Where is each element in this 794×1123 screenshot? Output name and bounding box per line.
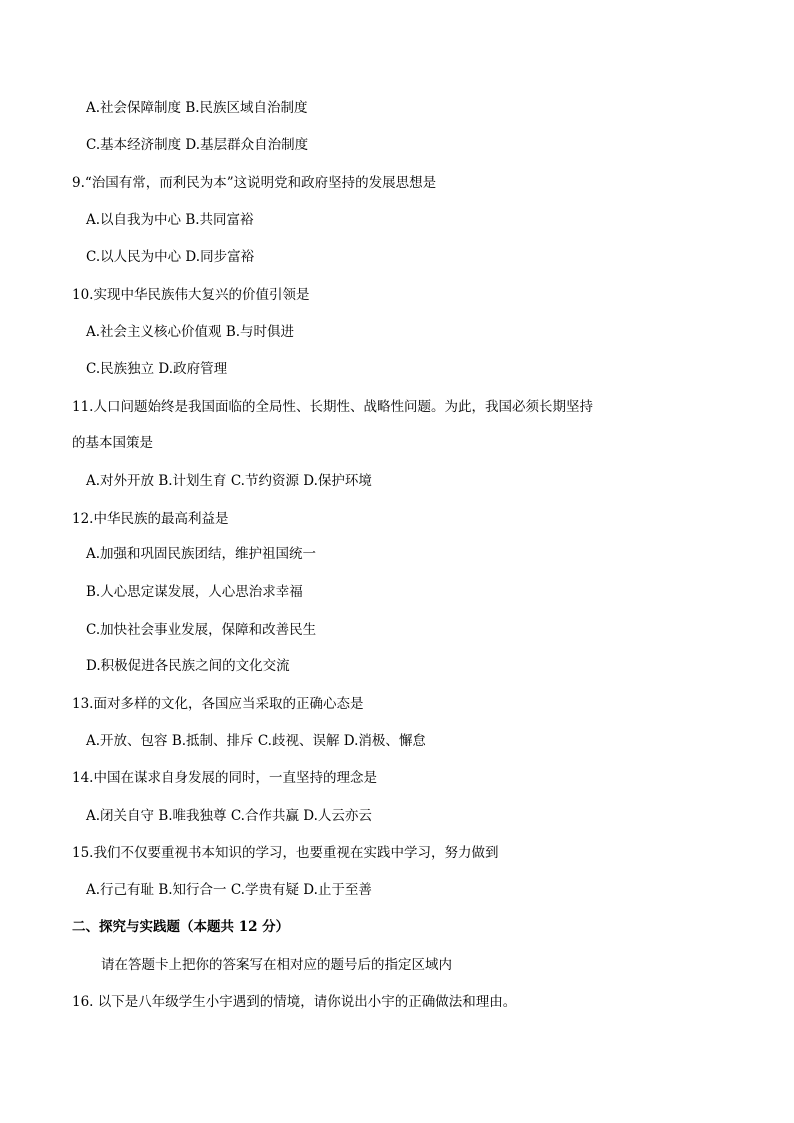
q11-stem-line1: 11.人口问题始终是我国面临的全局性、长期性、战略性问题。为此，我国必须长期坚持 <box>72 399 593 415</box>
q15-stem: 15.我们不仅要重视书本知识的学习，也要重视在实践中学习，努力做到 <box>72 845 499 861</box>
q9-options-cd: C.以人民为中心 D.同步富裕 <box>86 249 255 265</box>
q12-stem: 12.中华民族的最高利益是 <box>72 511 229 527</box>
section-instruction: 请在答题卡上把你的答案写在相对应的题号后的指定区域内 <box>101 957 452 973</box>
q10-stem: 10.实现中华民族伟大复兴的价值引领是 <box>72 287 310 303</box>
q13-options: A.开放、包容 B.抵制、排斥 C.歧视、误解 D.消极、懈怠 <box>86 733 426 749</box>
q16-stem: 16. 以下是八年级学生小宇遇到的情境，请你说出小宇的正确做法和理由。 <box>72 994 517 1010</box>
section-two-heading: 二、探究与实践题（本题共 12 分） <box>72 919 290 935</box>
q14-stem: 14.中国在谋求自身发展的同时，一直坚持的理念是 <box>72 770 377 786</box>
q9-stem: 9.“治国有常，而利民为本”这说明党和政府坚持的发展思想是 <box>72 175 437 191</box>
q12-option-d: D.积极促进各民族之间的文化交流 <box>86 658 290 674</box>
q11-stem-line2: 的基本国策是 <box>72 435 153 451</box>
q11-options: A.对外开放 B.计划生育 C.节约资源 D.保护环境 <box>86 473 372 489</box>
q9-options-ab: A.以自我为中心 B.共同富裕 <box>86 212 254 228</box>
q12-option-c: C.加快社会事业发展，保障和改善民生 <box>86 622 317 638</box>
q15-options: A.行己有耻 B.知行合一 C.学贵有疑 D.止于至善 <box>86 882 372 898</box>
q10-options-cd: C.民族独立 D.政府管理 <box>86 361 228 377</box>
q13-stem: 13.面对多样的文化，各国应当采取的正确心态是 <box>72 696 364 712</box>
q12-option-b: B.人心思定谋发展，人心思治求幸福 <box>86 584 303 600</box>
q10-options-ab: A.社会主义核心价值观 B.与时俱进 <box>86 324 295 340</box>
q8-options-ab: A.社会保障制度 B.民族区域自治制度 <box>86 100 308 116</box>
q12-option-a: A.加强和巩固民族团结，维护祖国统一 <box>86 546 317 562</box>
q8-options-cd: C.基本经济制度 D.基层群众自治制度 <box>86 137 309 153</box>
q14-options: A.闭关自守 B.唯我独尊 C.合作共赢 D.人云亦云 <box>86 808 372 824</box>
